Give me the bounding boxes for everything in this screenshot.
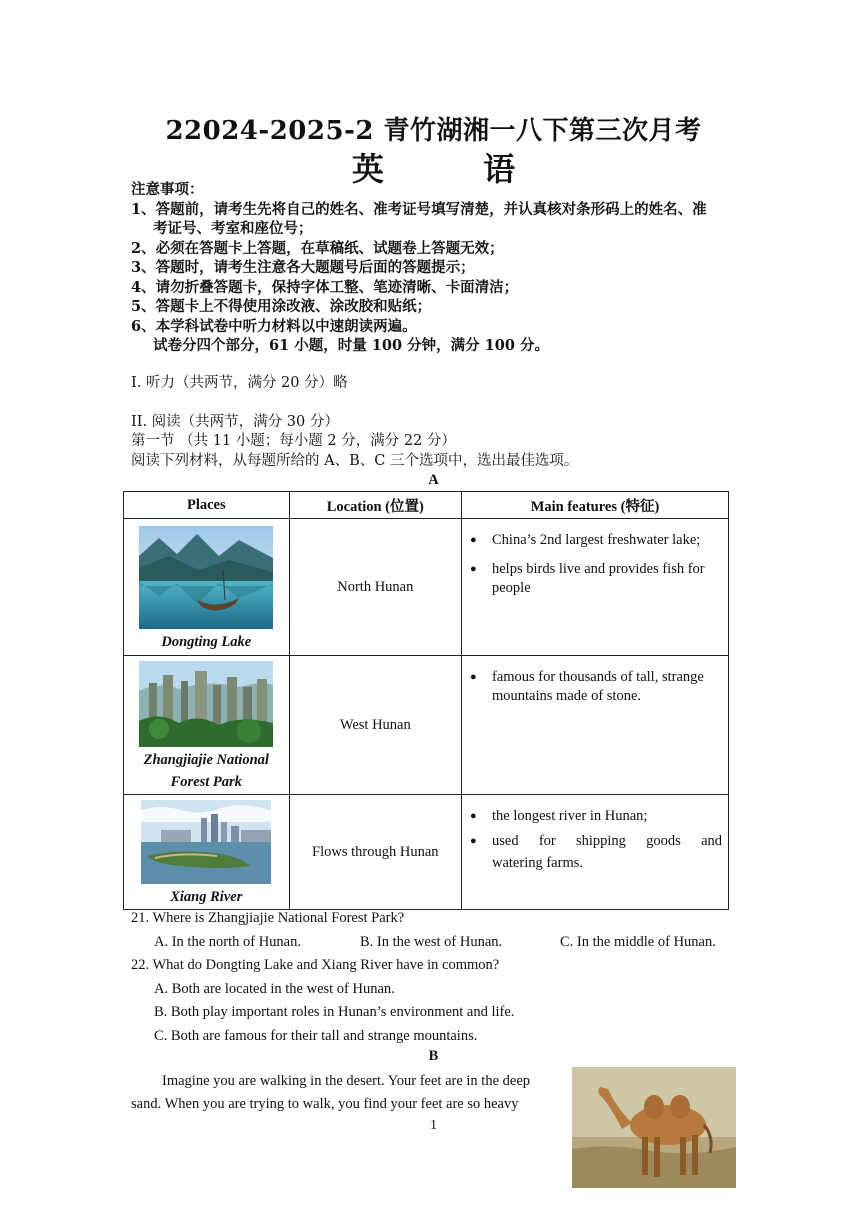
feature-item: ● China’s 2nd largest freshwater lake; [470,532,701,548]
note-item: 4、请勿折叠答题卡，保持字体工整、笔迹清晰、卡面清洁； [131,278,519,296]
feature-item: ● famous for thousands of tall, strange mountains made of stone. [470,669,704,704]
note-item: 1、答题前，请考生先将自己的姓名、准考证号填写清楚，并认真核对条形码上的姓名、准 [131,200,707,218]
section1-title: 第一节 （共 11 小题；每小题 2 分，满分 22 分） [131,433,456,449]
option-a: A. Both are located in the west of Hunan. [154,980,395,997]
note-item: 试卷分四个部分，61 小题，时量 100 分钟，满分 100 分。 [153,337,549,354]
passage-b-text [131,1070,561,1116]
notes-heading: 注意事项： [131,181,204,198]
question-22 [131,954,731,1048]
passage-a-label: A [428,472,439,488]
features-cell [462,519,729,656]
places-table [123,491,729,910]
header-features: Main features (特征) [462,492,729,519]
features-cell [462,795,729,910]
question-stem: 21. Where is Zhangjiajie National Forest Park? [131,910,405,926]
xiang-river-image [141,800,271,884]
question-21 [131,907,731,954]
place-name: Xiang River [170,889,243,905]
option-c: C. Both are famous for their tall and strange mountains. [154,1027,478,1044]
option-b: B. Both play important roles in Hunan’s environment and life. [154,1004,515,1020]
zhangjiajie-image [139,661,273,747]
place-cell [124,795,290,910]
feature-item: ● helps birds live and provides fish for people [470,561,705,596]
location-cell: Flows through Hunan [289,795,461,910]
page-number: 1 [430,1118,437,1133]
note-item: 3、答题时，请考生注意各大题题号后面的答题提示； [131,259,475,276]
header-places: Places [124,492,290,519]
note-item: 考证号、考室和座位号； [153,220,313,237]
place-cell [124,656,290,795]
part2-title: II. 阅读（共两节，满分 30 分） [131,414,339,430]
places-table-wrap [123,491,729,910]
passage-line: sand. When you are trying to walk, you find your feet are so heavy [131,1096,519,1112]
note-item: 6、本学科试卷中听力材料以中速朗读两遍。 [131,317,417,335]
features-cell [462,656,729,795]
place-name: Zhangjiajie National [143,752,269,768]
question-options [131,931,731,955]
question-stem: 22. What do Dongting Lake and Xiang River have in common? [131,957,500,973]
exam-title: 22024-2025-2 青竹湖湘一八下第三次月考 [165,116,702,146]
location-cell: West Hunan [289,656,461,795]
place-name: Forest Park [170,774,242,790]
part1-listening: I. 听力（共两节，满分 20 分）略 [131,375,348,391]
feature-item: ● the longest river in Hunan; [470,808,648,824]
place-cell [124,519,290,656]
reading-instruction: 阅读下列材料，从每题所给的 A、B、C 三个选项中，选出最佳选项。 [131,453,579,469]
feature-item: ● used for shipping goods and watering farms. [470,833,726,871]
note-item: 2、必须在答题卡上答题，在草稿纸、试题卷上答题无效； [131,239,504,257]
table-header-row [124,492,729,519]
dongting-lake-image [139,526,273,629]
option-a: A. In the north of Hunan. [154,933,301,950]
option-c: C. In the middle of Hunan. [560,933,716,950]
header-location: Location (位置) [289,492,461,519]
passage-b-label: B [428,1048,439,1064]
passage-line: Imagine you are walking in the desert. Your feet are in the deep [162,1073,531,1089]
location-cell: North Hunan [289,519,461,656]
note-item: 5、答题卡上不得使用涂改液、涂改胶和贴纸； [131,298,432,315]
option-b: B. In the west of Hunan. [360,933,503,950]
table-row [124,656,729,795]
table-row [124,795,729,910]
table-row [124,519,729,656]
exam-notes [131,180,751,356]
subject-title: 英 语 [351,150,560,188]
place-name: Dongting Lake [161,633,252,650]
